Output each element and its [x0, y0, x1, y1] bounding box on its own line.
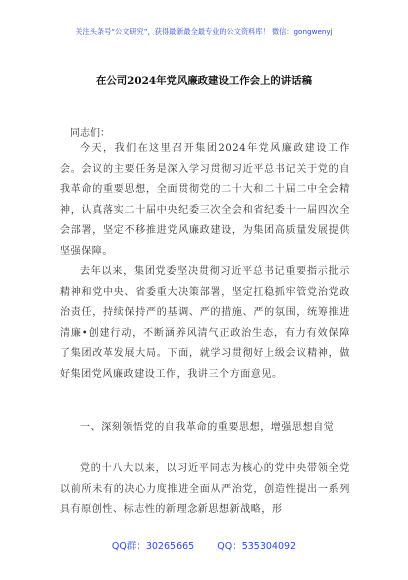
- paragraph-review: 去年以来，集团党委坚决贯彻习近平总书记重要指示批示精神和党中央、省委重大决策部署，坚定扛稳抓牢管党治党政治责任，持续保持严的基调、严的措施、严的氛围，统筹推进清廉•创建行动，不断涵养风清气正政治生态，有力有效保障了集团改革发展大局。下面，就学习贯彻好上级会议精神，做好集团党风廉政建设工作，我讲三个方面意见。: [60, 266, 350, 380]
- paragraph-opening: 今天，我们在这里召开集团2024年党风廉政建设工作会。会议的主要任务是深入学习贯彻习近平总书记关于党的自我革命的重要思想，全面贯彻党的二十大和二十届二中全会精神，认真落实二十届中央纪委三次全会和省纪委十一届四次全会部署，坚定不移推进党风廉政建设，为集团高质量发展提供坚强保障。: [60, 143, 350, 257]
- footer-qq-group: QQ群：30265665: [111, 541, 195, 552]
- header-banner: 关注头条号“公文研究”，获得最新最全最专业的公文资料库！ 微信：gongwenyj: [75, 27, 333, 36]
- paragraph-section-1: 党的十八大以来，以习近平同志为核心的党中央带领全党以前所未有的决心力度推进全面从严治党，创造性提出一系列具有原创性、标志性的新理念新思想新战略，形: [60, 463, 350, 515]
- document-title: 在公司2024年党风廉政建设工作会上的讲话稿: [96, 75, 312, 87]
- section-heading-1: 一、深刻领悟党的自我革命的重要思想，增强思想自觉: [80, 422, 335, 433]
- footer-qq: QQ：535304092: [217, 541, 297, 552]
- salutation: 同志们：: [70, 128, 110, 139]
- footer-contact: [0, 538, 408, 552]
